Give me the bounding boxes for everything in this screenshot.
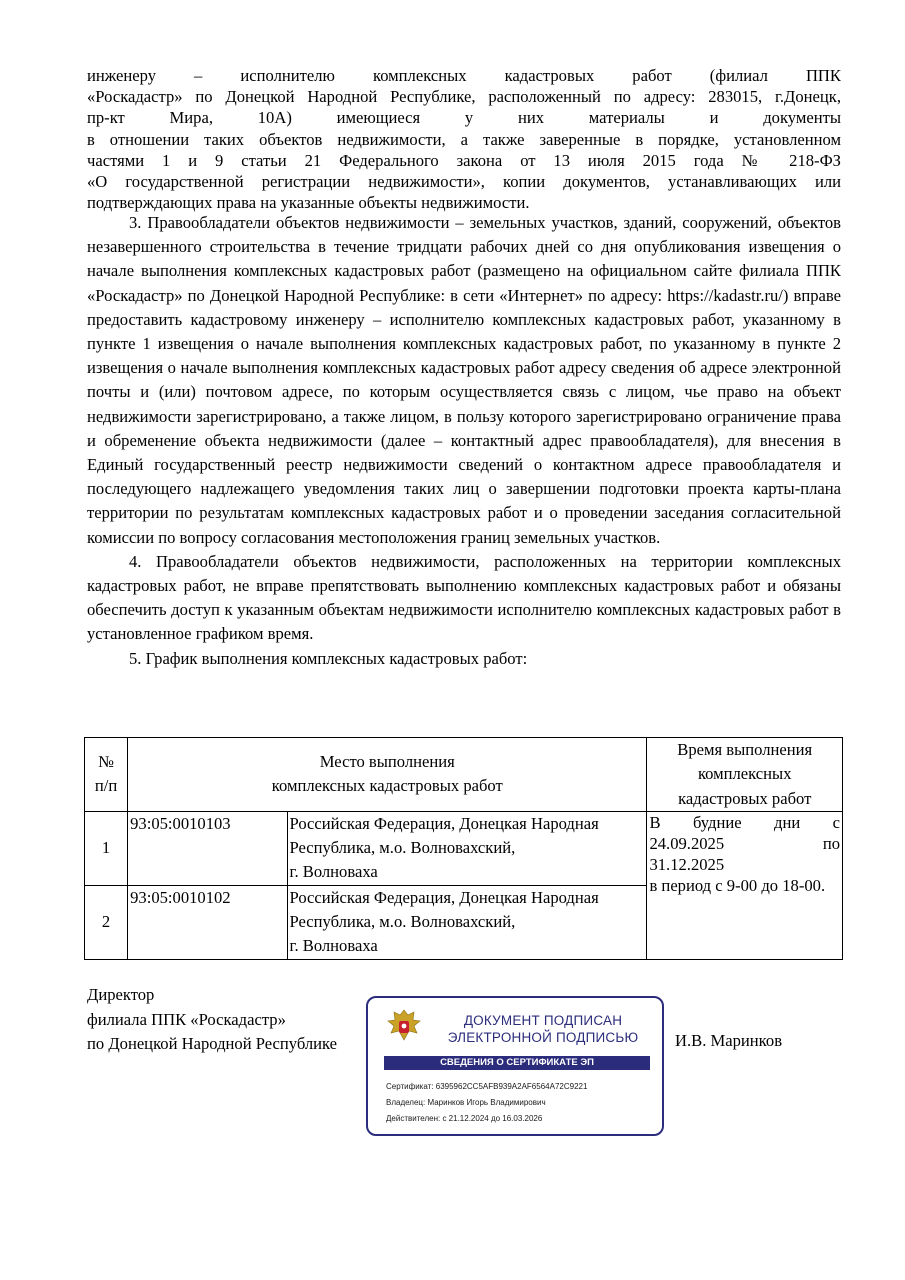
stamp-certificate-bar: СВЕДЕНИЯ О СЕРТИФИКАТЕ ЭП: [384, 1056, 650, 1070]
time-line: 24.09.2025 по: [649, 833, 840, 853]
address-line: Российская Федерация, Донецкая Народная: [289, 813, 599, 833]
row-number: 2: [85, 885, 128, 959]
intro-line: частями 1 и 9 статьи 21 Федерального закона от 13 июля 2015 года № 218-ФЗ: [87, 150, 841, 170]
address-line: Республика, м.о. Волновахский,: [289, 912, 516, 932]
header-place-line: комплексных кадастровых работ: [271, 776, 503, 796]
intro-line: подтверждающих права на указанные объекты недвижимости.: [87, 193, 530, 213]
header-number-line: №: [98, 752, 114, 772]
paragraph-3: 3. Правообладатели объектов недвижимости – земельных участков, зданий, сооружений, объектов незавершенного строительства в течение тридцати рабочих дней со дня опубликования извещения о начале выполнения комплексных кадастровых работ (размещено на официальном сайте филиала ППК «Роскадастр» по Донецкой Народной Республике: в сети «Интернет» по адресу: https://kadastr.ru/) вправе предоставить кадастровому инженеру – исполнителю комплексных кадастровых работ, указанному в пункте 1 извещения о начале выполнения комплексных кадастровых работ, по указанному в пункте 2 извещения о начале выполнения комплексных кадастровых работ адресу сведения об адресе электронной почты и (или) почтовом адресе, по которым осуществляется связь с лицом, чье право на объект недвижимости зарегистрировано, а также лицом, в пользу которого зарегистрировано ограничение права и обременение объекта недвижимости (далее – контактный адрес правообладателя), для внесения в Единый государственный реестр недвижимости сведений о контактном адресе правообладателя и последующего надлежащего уведомления таких лиц о завершении подготовки проекта карты-плана территории по результатам комплексных кадастровых работ и о проведении заседания согласительной комиссии по вопросу согласования местоположения границ земельных участков.: [87, 213, 841, 547]
electronic-signature-stamp: [366, 996, 664, 1136]
body-paragraphs: [87, 211, 841, 671]
header-time-line: кадастровых работ: [678, 788, 812, 808]
stamp-validity: Действителен: с 21.12.2024 до 16.03.2026: [386, 1114, 543, 1123]
coat-of-arms-icon: [384, 1006, 424, 1046]
signatory-title-line: Директор: [87, 985, 155, 1004]
intro-line: в отношении таких объектов недвижимости, а также заверенные в порядке, установленном: [87, 129, 841, 149]
signatory-title-line: филиала ППК «Роскадастр»: [87, 1009, 286, 1029]
time-line: в период с 9-00 до 18-00.: [649, 875, 826, 895]
address-line: г. Волноваха: [289, 936, 378, 956]
paragraph-4: 4. Правообладатели объектов недвижимости, расположенных на территории комплексных кадастровых работ, не вправе препятствовать выполнению комплексных кадастровых работ и обязаны обеспечить доступ к указанным объектам недвижимости исполнителю комплексных кадастровых работ в установленное графиком время.: [87, 551, 841, 644]
signatory-title: [87, 983, 337, 1057]
stamp-certificate: Сертификат: 6395962CC5AFB939A2AF6564A72C9221: [386, 1082, 588, 1091]
schedule-table-wrapper: [84, 737, 843, 960]
address-line: Республика, м.о. Волновахский,: [289, 838, 516, 858]
header-time-line: Время выполнения: [677, 740, 813, 759]
cadastral-quarter: 93:05:0010102: [128, 885, 287, 959]
time-line: 31.12.2025: [649, 854, 725, 874]
header-number-line: п/п: [94, 776, 118, 796]
header-time: [647, 738, 843, 812]
address-cell: [287, 811, 647, 885]
stamp-title: [438, 1012, 648, 1046]
signatory-name: И.В. Маринков: [675, 1031, 783, 1050]
stamp-title-line: ЭЛЕКТРОННОЙ ПОДПИСЬЮ: [447, 1030, 639, 1045]
cadastral-quarter: 93:05:0010103: [128, 811, 287, 885]
time-line: В будние дни с: [649, 812, 840, 832]
address-line: Российская Федерация, Донецкая Народная: [289, 887, 599, 907]
intro-paragraph: [87, 65, 841, 213]
paragraph-5: 5. График выполнения комплексных кадастровых работ:: [129, 648, 528, 668]
intro-line: «Роскадастр» по Донецкой Народной Республике, расположенный по адресу: 283015, г.Донецк,: [87, 87, 841, 107]
header-place: [128, 738, 647, 812]
address-line: г. Волноваха: [289, 862, 378, 882]
intro-line: «О государственной регистрации недвижимости», копии документов, устанавливающих или: [87, 172, 841, 192]
signatory-title-line: по Донецкой Народной Республике: [87, 1034, 338, 1053]
intro-line: пр-кт Мира, 10А) имеющиеся у них материалы и документы: [87, 108, 841, 128]
row-number: 1: [85, 811, 128, 885]
stamp-title-line: ДОКУМЕНТ ПОДПИСАН: [463, 1013, 623, 1028]
header-time-line: комплексных: [697, 764, 792, 784]
schedule-table: [84, 737, 843, 960]
intro-line: инженеру – исполнителю комплексных кадастровых работ (филиал ППК: [87, 66, 841, 85]
header-place-line: Место выполнения: [319, 752, 455, 772]
table-row: [85, 811, 843, 885]
stamp-owner: Владелец: Маринков Игорь Владимирович: [386, 1098, 546, 1107]
header-number: [85, 738, 128, 812]
address-cell: [287, 885, 647, 959]
table-header-row: [85, 738, 843, 812]
time-cell: [647, 811, 843, 959]
